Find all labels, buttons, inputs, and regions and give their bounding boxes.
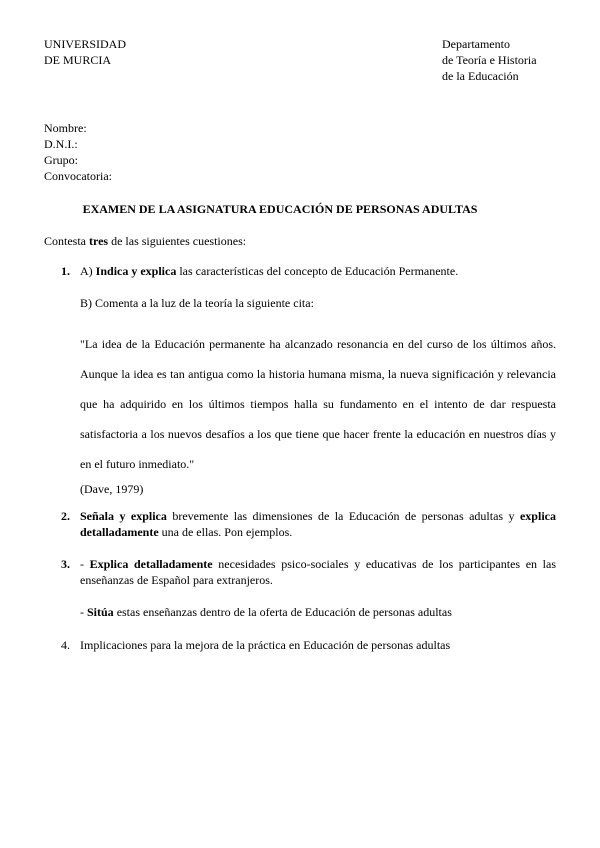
instructions [44, 233, 246, 249]
q2-text-1: brevemente las dimensiones de la Educación de personas adultas y [166, 509, 520, 523]
q3-sub-prefix: - [80, 605, 87, 619]
question-1-part-a [80, 263, 556, 279]
field-nombre: Nombre: [44, 121, 87, 135]
q3-bold-1: Explica detalladamente [89, 557, 213, 571]
question-4-text: Implicaciones para la mejora de la práctica en Educación de personas adultas [80, 638, 451, 652]
q1-a-bold: Indica y explica [95, 264, 177, 278]
q2-text-2: una de ellas. Pon ejemplos. [158, 525, 293, 539]
q3-sub-text: estas enseñanzas dentro de la oferta de Educación de personas adultas [113, 605, 452, 619]
q3-text-1: necesidades psico-sociales y educativas de los participantes en las enseñanzas de Español para extranjeros. [80, 557, 557, 587]
exam-title-text: EXAMEN DE LA ASIGNATURA EDUCACIÓN DE PERSONAS ADULTAS [82, 202, 478, 216]
university-line-1: UNIVERSIDAD [44, 37, 126, 51]
department-header [442, 36, 537, 84]
question-1-number: 1. [61, 264, 70, 278]
q3-prefix: - [80, 557, 90, 571]
citation: (Dave, 1979) [80, 482, 144, 496]
university-line-2: DE MURCIA [44, 53, 112, 67]
exam-title [0, 201, 560, 217]
quotation: "La idea de la Educación permanente ha alcanzado resonancia en del curso de los últimos años. Aunque la idea es tan antigua como la historia humana misma, la nueva significación y relevancia que ha adquirido en los últimos tiempos halla su fundamento en el intento de dar respuesta satisfactoria a los nuevos desafíos a los que tiene que hacer frente la educación en nuestros días y en el futuro inmediato." [80, 337, 556, 471]
university-header [44, 36, 126, 68]
q1-a-prefix: A) [80, 264, 96, 278]
question-3-sub-text [80, 604, 556, 620]
field-dni: D.N.I.: [44, 137, 78, 151]
department-line-2: de Teoría e Historia [442, 53, 537, 67]
q1-a-text: las características del concepto de Educación Permanente. [176, 264, 459, 278]
q2-bold-1: Señala y explica [80, 509, 167, 523]
question-4-number: 4. [61, 638, 70, 652]
field-grupo: Grupo: [44, 153, 78, 167]
department-line-1: Departamento [442, 37, 510, 51]
instructions-text-2: de las siguientes cuestiones: [108, 234, 247, 248]
question-2-text [80, 508, 556, 540]
q1-b-text: B) Comenta a la luz de la teoría la siguiente cita: [80, 296, 314, 310]
instructions-bold: tres [89, 234, 109, 248]
student-fields [44, 120, 112, 184]
q2-bold-2: explica detalladamente [80, 509, 556, 539]
question-2-number: 2. [61, 509, 70, 523]
question-3-text [80, 556, 556, 588]
field-convocatoria: Convocatoria: [44, 169, 112, 183]
instructions-text-1: Contesta [44, 234, 89, 248]
q3-sub-bold: Sitúa [87, 605, 114, 619]
department-line-3: de la Educación [442, 69, 519, 83]
question-3-number: 3. [61, 557, 70, 571]
